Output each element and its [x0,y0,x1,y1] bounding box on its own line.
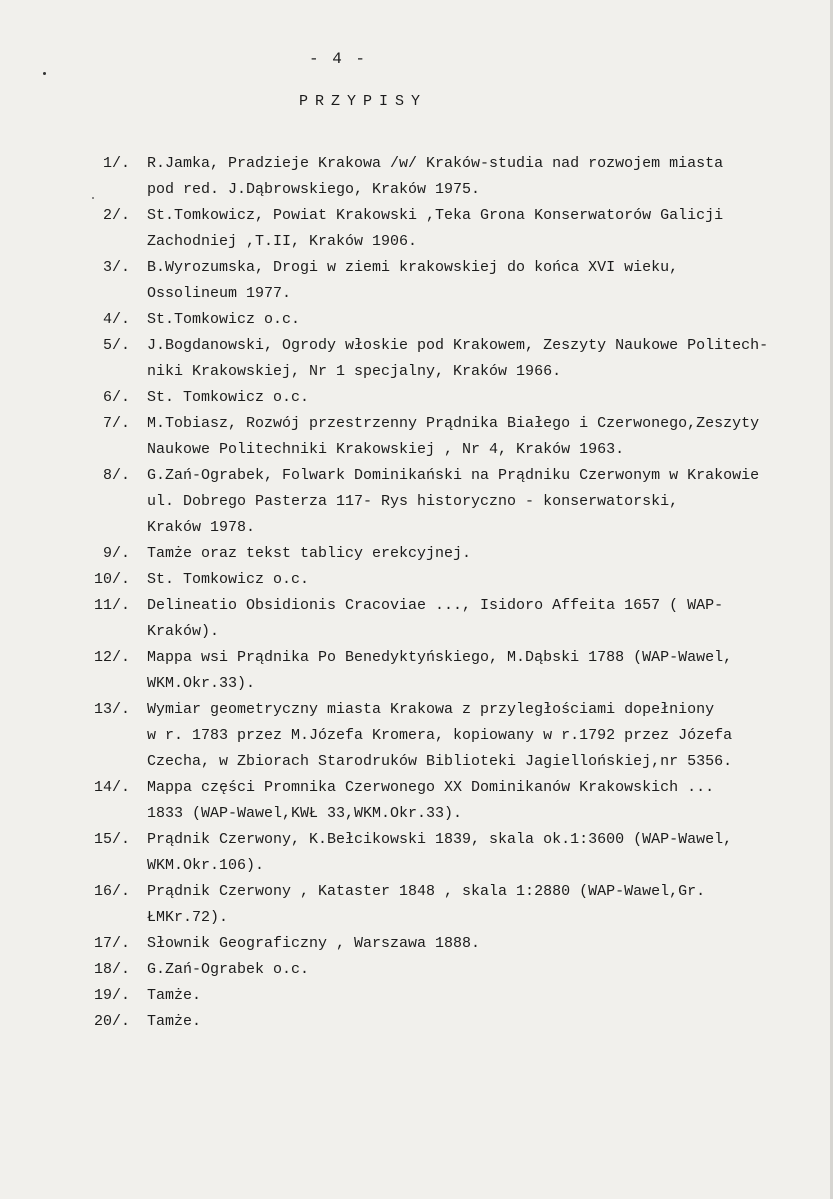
footnote-line: M.Tobiasz, Rozwój przestrzenny Prądnika Białego i Czerwonego,Zeszyty [147,415,760,432]
footnote-item [0,307,827,333]
footnote-line: Tamże. [147,1013,202,1030]
page-number: - 4 - [308,50,367,68]
footnote-line: ŁMKr.72). [147,909,229,926]
footnote-number: 2/. [102,207,130,224]
footnote-line: Tamże. [147,987,202,1004]
footnote-number: 15/. [93,831,130,848]
footnote-item [0,827,827,879]
footnote-line: WKM.Okr.106). [147,857,265,874]
footnote-line: Kraków 1978. [147,519,256,536]
footnote-number: 14/. [93,779,130,796]
footnote-line: Prądnik Czerwony, K.Bełcikowski 1839, skala ok.1:3600 (WAP-Wawel, [147,831,733,848]
footnote-number: 3/. [102,259,130,276]
footnote-item [0,567,827,593]
footnote-item [0,463,827,541]
footnote-line: Słownik Geograficzny , Warszawa 1888. [147,935,481,952]
footnote-line: Prądnik Czerwony , Kataster 1848 , skala 1:2880 (WAP-Wawel,Gr. [147,883,706,900]
footnote-line: Mappa wsi Prądnika Po Benedyktyńskiego, M.Dąbski 1788 (WAP-Wawel, [147,649,733,666]
footnote-line: St.Tomkowicz o.c. [147,311,301,328]
footnote-number: 1/. [102,155,130,172]
speck-mark [43,72,46,75]
footnote-number: 19/. [93,987,130,1004]
page-heading: PRZYPISY [298,93,427,110]
footnote-line: WKM.Okr.33). [147,675,256,692]
footnote-line: G.Zań-Ograbek o.c. [147,961,310,978]
footnote-item [0,255,827,307]
footnote-line: Ossolineum 1977. [147,285,292,302]
footnote-number: 17/. [93,935,130,952]
footnote-item [0,697,827,775]
footnote-item [0,541,827,567]
footnote-line: J.Bogdanowski, Ogrody włoskie pod Krakowem, Zeszyty Naukowe Politech- [147,337,769,354]
footnote-line: niki Krakowskiej, Nr 1 specjalny, Kraków 1966. [147,363,562,380]
footnote-item [0,983,827,1009]
footnote-line: Kraków). [147,623,220,640]
footnote-line: St. Tomkowicz o.c. [147,389,310,406]
footnote-line: G.Zań-Ograbek, Folwark Dominikański na Prądniku Czerwonym w Krakowie [147,467,760,484]
footnote-item [0,931,827,957]
footnote-line: Mappa części Promnika Czerwonego XX Dominikanów Krakowskich ... [147,779,715,796]
footnote-line: R.Jamka, Pradzieje Krakowa /w/ Kraków-studia nad rozwojem miasta [147,155,724,172]
footnote-number: 16/. [93,883,130,900]
footnote-line: ul. Dobrego Pasterza 117- Rys historyczno - konserwatorski, [147,493,679,510]
footnote-number: 9/. [102,545,130,562]
footnote-line: Tamże oraz tekst tablicy erekcyjnej. [147,545,472,562]
footnote-number: 5/. [102,337,130,354]
footnote-number: 11/. [93,597,130,614]
footnote-number: 7/. [102,415,130,432]
footnote-number: 10/. [93,571,130,588]
footnote-line: Wymiar geometryczny miasta Krakowa z przyległościami dopełniony [147,701,715,718]
footnote-item [0,645,827,697]
footnote-number: 12/. [93,649,130,666]
footnote-line: St. Tomkowicz o.c. [147,571,310,588]
footnote-item [0,203,827,255]
footnote-line: St.Tomkowicz, Powiat Krakowski ,Teka Grona Konserwatorów Galicji [147,207,724,224]
footnote-line: pod red. J.Dąbrowskiego, Kraków 1975. [147,181,481,198]
footnote-number: 6/. [102,389,130,406]
footnote-item [0,879,827,931]
footnote-item [0,151,827,203]
footnote-line: Zachodniej ,T.II, Kraków 1906. [147,233,418,250]
footnote-item [0,1009,827,1035]
footnote-item [0,385,827,411]
footnote-number: 4/. [102,311,130,328]
footnote-number: 13/. [93,701,130,718]
footnote-line: 1833 (WAP-Wawel,KWŁ 33,WKM.Okr.33). [147,805,463,822]
footnote-item [0,411,827,463]
footnote-item [0,775,827,827]
footnote-line: Naukowe Politechniki Krakowskiej , Nr 4, Kraków 1963. [147,441,625,458]
footnote-item [0,593,827,645]
footnote-list [0,151,833,1035]
footnote-line: Czecha, w Zbiorach Starodruków Biblioteki Jagiellońskiej,nr 5356. [147,753,733,770]
footnote-line: w r. 1783 przez M.Józefa Kromera, kopiowany w r.1792 przez Józefa [147,727,733,744]
footnote-number: 20/. [93,1013,130,1030]
footnote-line: B.Wyrozumska, Drogi w ziemi krakowskiej do końca XVI wieku, [147,259,679,276]
footnote-number: 18/. [93,961,130,978]
footnote-line: Delineatio Obsidionis Cracoviae ..., Isidoro Affeita 1657 ( WAP- [147,597,724,614]
footnote-number: 8/. [102,467,130,484]
footnote-item [0,957,827,983]
footnote-item [0,333,827,385]
